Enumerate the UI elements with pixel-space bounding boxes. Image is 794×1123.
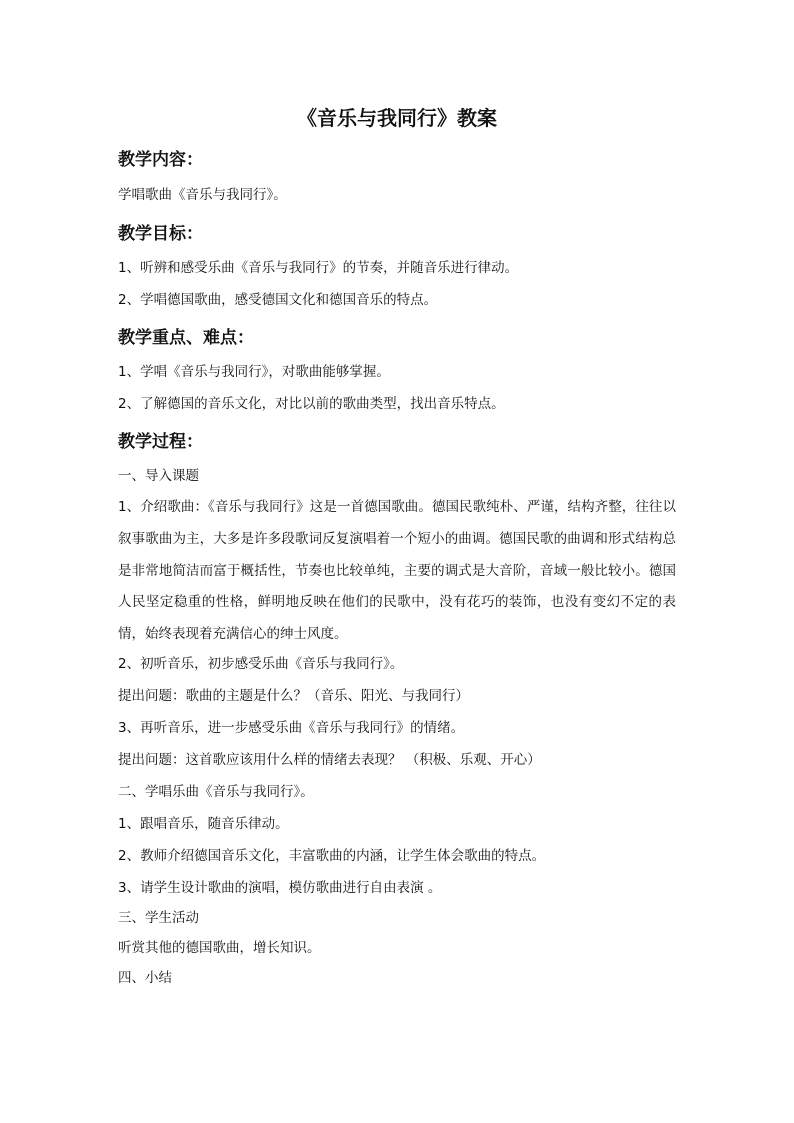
- section-3-text: 听赏其他的德国歌曲，增长知识。: [118, 940, 321, 956]
- heading-teaching-content: 教学内容：: [118, 150, 203, 170]
- section-1-question-1: 提出问题：歌曲的主题是什么？（音乐、阳光、与我同行）: [118, 688, 469, 704]
- section-1-step-2: 2、初听音乐，初步感受乐曲《音乐与我同行》。: [118, 656, 404, 672]
- keypoint-item-1: 1、学唱《音乐与我同行》，对歌曲能够掌握。: [118, 364, 390, 380]
- heading-teaching-goals: 教学目标：: [118, 224, 203, 244]
- section-2-item-1: 1、跟唱音乐，随音乐律动。: [118, 816, 289, 832]
- section-2-item-3: 3、请学生设计歌曲的演唱，模仿歌曲进行自由表演 。: [118, 880, 442, 896]
- document-title: 《音乐与我同行》教案: [297, 106, 497, 130]
- teaching-content-text: 学唱歌曲《音乐与我同行》。: [118, 187, 287, 203]
- section-1-title: 一、导入课题: [118, 468, 199, 484]
- heading-teaching-process: 教学过程：: [118, 432, 203, 452]
- goal-item-1: 1、听辨和感受乐曲《音乐与我同行》的节奏，并随音乐进行律动。: [118, 260, 519, 276]
- heading-key-points: 教学重点、难点：: [118, 328, 254, 348]
- section-1-step-3: 3、再听音乐，进一步感受乐曲《音乐与我同行》的情绪。: [118, 720, 465, 736]
- section-3-title: 三、学生活动: [118, 910, 199, 926]
- section-1-question-2: 提出问题：这首歌应该用什么样的情绪去表现？ （积极、乐观、开心）: [118, 752, 541, 768]
- section-4-title: 四、小结: [118, 970, 172, 986]
- goal-item-2: 2、学唱德国歌曲，感受德国文化和德国音乐的特点。: [118, 292, 438, 308]
- section-1-intro-paragraph: 1、介绍歌曲：《音乐与我同行》这是一首德国歌曲。德国民歌纯朴、严谨，结构齐整，往往以叙事歌曲为主，大多是许多段歌词反复演唱着一个短小的曲调。德国民歌的曲调和形式结构总是非常地简洁而富于概括性，节奏也比较单纯，主要的调式是大音阶，音域一般比较小。德国人民坚定稳重的性格，鲜明地反映在他们的民歌中，没有花巧的装饰，也没有变幻不定的表情，始终表现着充满信心的绅士风度。: [118, 499, 676, 643]
- section-2-title: 二、学唱乐曲《音乐与我同行》。: [118, 784, 314, 800]
- keypoint-item-2: 2、了解德国的音乐文化，对比以前的歌曲类型，找出音乐特点。: [118, 396, 505, 412]
- section-2-item-2: 2、教师介绍德国音乐文化，丰富歌曲的内涵，让学生体会歌曲的特点。: [118, 848, 546, 864]
